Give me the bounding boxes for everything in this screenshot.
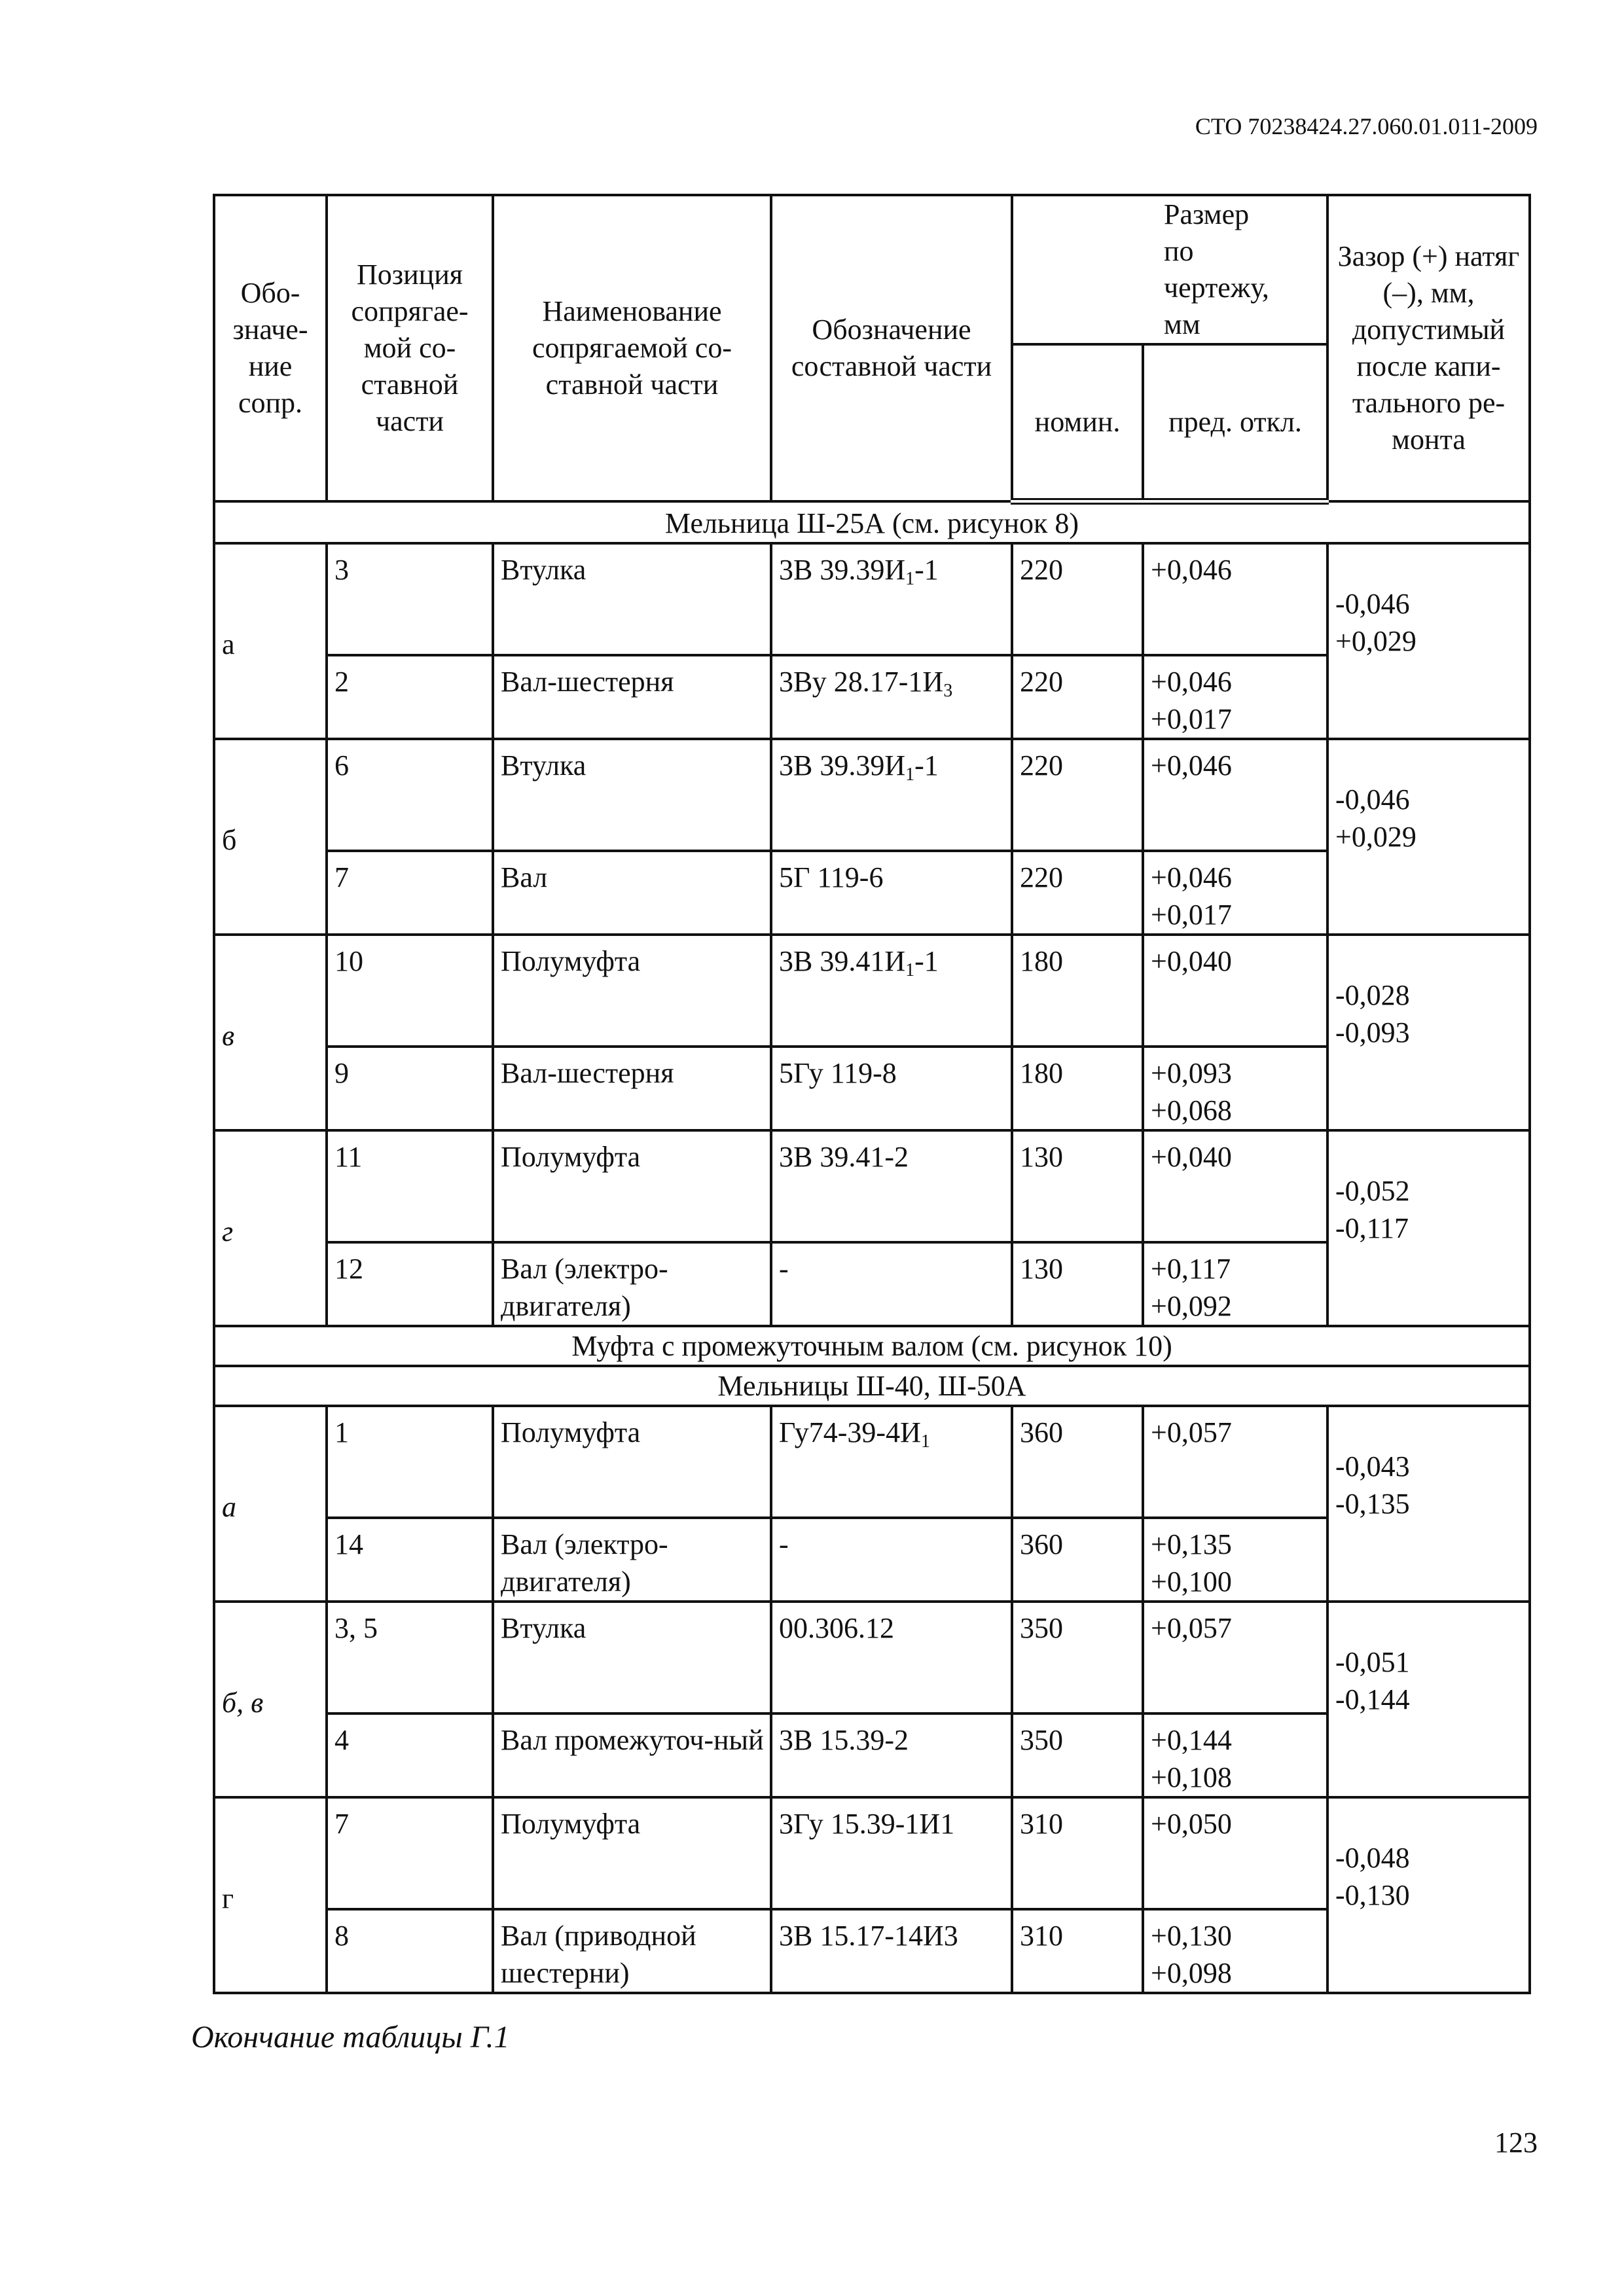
part-code-main: 5Г 119-6 [779, 861, 884, 893]
section-row [214, 1326, 1530, 1366]
part-code-main: 3В 39.39И [779, 554, 906, 586]
clearance-value: +0,029 [1335, 821, 1416, 853]
part-position: 6 [327, 739, 493, 851]
part-code [771, 655, 1012, 739]
part-name: Вал (электро-двигателя) [493, 1242, 771, 1326]
section-row [214, 501, 1530, 543]
clearance-value: -0,052 [1335, 1175, 1410, 1207]
clearance-value: -0,130 [1335, 1879, 1410, 1911]
part-position: 11 [327, 1130, 493, 1242]
header-part-name: Наименование сопрягаемой со-ставной части [493, 195, 771, 501]
section-row [214, 1366, 1530, 1406]
clearance-value: -0,048 [1335, 1842, 1410, 1874]
tolerance-value: +0,108 [1151, 1761, 1232, 1793]
part-code [771, 739, 1012, 851]
tolerance-value: +0,092 [1151, 1290, 1232, 1322]
tolerance-value: +0,057 [1151, 1612, 1232, 1644]
part-code-main: - [779, 1253, 789, 1285]
tolerance [1143, 1713, 1327, 1797]
part-code-main: - [779, 1528, 789, 1560]
part-code [771, 1130, 1012, 1242]
part-code-subscript: 1 [905, 960, 915, 980]
nominal-size: 180 [1012, 1047, 1143, 1130]
tolerance-value: +0,130 [1151, 1920, 1232, 1952]
part-name: Полумуфта [493, 1406, 771, 1518]
part-position: 9 [327, 1047, 493, 1130]
part-name: Полумуфта [493, 1797, 771, 1909]
part-code-main: 3В 15.39-2 [779, 1724, 909, 1756]
part-name: Втулка [493, 543, 771, 655]
fit-designation: г [214, 1797, 327, 1993]
part-code-main: 3Ву 28.17-1И [779, 666, 944, 698]
table-body [214, 501, 1530, 1993]
header-size-group: Размер по чертежу, мм [1012, 195, 1327, 344]
part-position: 14 [327, 1518, 493, 1602]
part-name: Вал-шестерня [493, 655, 771, 739]
nominal-size: 130 [1012, 1242, 1143, 1326]
header-designation: Обо-значе-ние сопр. [214, 195, 327, 501]
clearance-value: -0,144 [1335, 1683, 1410, 1715]
table-row [214, 543, 1530, 655]
clearance [1327, 1602, 1530, 1797]
part-code-main: 5Гу 119-8 [779, 1057, 897, 1089]
part-code-main: 3В 39.41И [779, 945, 906, 977]
clearance [1327, 1797, 1530, 1993]
nominal-size: 310 [1012, 1797, 1143, 1909]
part-code [771, 543, 1012, 655]
part-name: Вал (электро-двигателя) [493, 1518, 771, 1602]
tolerance [1143, 1130, 1327, 1242]
clearance [1327, 935, 1530, 1130]
tolerance-value: +0,100 [1151, 1566, 1232, 1598]
fit-designation: б [214, 739, 327, 935]
nominal-size: 350 [1012, 1602, 1143, 1713]
header-position: Позиция сопрягае-мой со-ставной части [327, 195, 493, 501]
part-code-main: 3В 39.39И [779, 749, 906, 781]
page-number: 123 [1494, 2126, 1538, 2159]
part-code-main: Гу74-39-4И [779, 1416, 921, 1448]
tolerance-value: +0,144 [1151, 1724, 1232, 1756]
part-name: Вал-шестерня [493, 1047, 771, 1130]
table-caption: Окончание таблицы Г.1 [191, 2020, 510, 2054]
clearance-value: -0,046 [1335, 588, 1410, 620]
table-row [214, 1406, 1530, 1518]
clearance-value: +0,029 [1335, 625, 1416, 657]
header-clearance: Зазор (+) натяг (–), мм, допустимый после капи-тального ре-монта [1327, 195, 1530, 501]
fit-designation: в [214, 935, 327, 1130]
fit-designation: б, в [214, 1602, 327, 1797]
tolerance-value: +0,093 [1151, 1057, 1232, 1089]
part-code [771, 1406, 1012, 1518]
clearance-value: -0,135 [1335, 1488, 1410, 1520]
tolerance-value: +0,057 [1151, 1416, 1232, 1448]
table-row [214, 1602, 1530, 1713]
part-position: 12 [327, 1242, 493, 1326]
part-name: Втулка [493, 739, 771, 851]
part-code-suffix: -1 [914, 945, 939, 977]
nominal-size: 130 [1012, 1130, 1143, 1242]
clearance-value: -0,051 [1335, 1646, 1410, 1678]
part-code [771, 1909, 1012, 1993]
part-name: Полумуфта [493, 935, 771, 1047]
part-code [771, 1797, 1012, 1909]
fit-designation: а [214, 1406, 327, 1602]
tolerance [1143, 1909, 1327, 1993]
part-name: Полумуфта [493, 1130, 771, 1242]
part-code-subscript: 1 [905, 764, 915, 785]
part-code-subscript: 1 [920, 1431, 930, 1452]
part-code [771, 1602, 1012, 1713]
part-code-main: 3В 15.17-14И3 [779, 1920, 958, 1952]
nominal-size: 220 [1012, 543, 1143, 655]
clearance [1327, 1406, 1530, 1602]
nominal-size: 310 [1012, 1909, 1143, 1993]
part-code [771, 1047, 1012, 1130]
table-row [214, 1797, 1530, 1909]
header-tolerance: пред. откл. [1143, 344, 1327, 501]
tolerance [1143, 1518, 1327, 1602]
clearance-value: -0,043 [1335, 1450, 1410, 1482]
tolerance [1143, 1047, 1327, 1130]
section-title: Мельницы Ш-40, Ш-50А [214, 1366, 1530, 1406]
fit-designation: г [214, 1130, 327, 1326]
table-row [214, 739, 1530, 851]
clearance-value: -0,093 [1335, 1016, 1410, 1049]
nominal-size: 350 [1012, 1713, 1143, 1797]
table-row [214, 935, 1530, 1047]
nominal-size: 360 [1012, 1406, 1143, 1518]
part-name: Вал (приводной шестерни) [493, 1909, 771, 1993]
clearance [1327, 543, 1530, 739]
clearance [1327, 1130, 1530, 1326]
part-position: 2 [327, 655, 493, 739]
clearance-value: -0,046 [1335, 783, 1410, 816]
tolerance-value: +0,050 [1151, 1808, 1232, 1840]
part-name: Вал [493, 851, 771, 935]
tolerance-value: +0,046 [1151, 554, 1232, 586]
section-title: Мельница Ш-25А (см. рисунок 8) [214, 501, 1530, 543]
part-code-main: 3Гу 15.39-1И1 [779, 1808, 955, 1840]
tolerance-value: +0,017 [1151, 703, 1232, 735]
nominal-size: 360 [1012, 1518, 1143, 1602]
tolerance [1143, 1406, 1327, 1518]
nominal-size: 220 [1012, 655, 1143, 739]
part-code-main: 3В 39.41-2 [779, 1141, 909, 1173]
tolerance [1143, 851, 1327, 935]
tolerance-value: +0,017 [1151, 899, 1232, 931]
nominal-size: 220 [1012, 739, 1143, 851]
part-code [771, 1242, 1012, 1326]
tolerance [1143, 543, 1327, 655]
part-code-subscript: 3 [943, 681, 953, 701]
part-code [771, 1518, 1012, 1602]
tolerance-value: +0,040 [1151, 1141, 1232, 1173]
part-name: Втулка [493, 1602, 771, 1713]
tolerance [1143, 1242, 1327, 1326]
tolerance-value: +0,117 [1151, 1253, 1231, 1285]
table-row [214, 1130, 1530, 1242]
part-code-subscript: 1 [905, 569, 915, 589]
clearance [1327, 739, 1530, 935]
tolerance-value: +0,046 [1151, 749, 1232, 781]
tolerance [1143, 935, 1327, 1047]
mating-parts-table [213, 194, 1531, 1994]
tolerance-value: +0,098 [1151, 1957, 1232, 1989]
section-title: Муфта с промежуточным валом (см. рисунок 10) [214, 1326, 1530, 1366]
nominal-size: 180 [1012, 935, 1143, 1047]
part-code-main: 00.306.12 [779, 1612, 894, 1644]
tolerance-value: +0,135 [1151, 1528, 1232, 1560]
document-code: СТО 70238424.27.060.01.011-2009 [1195, 113, 1538, 139]
tolerance-value: +0,040 [1151, 945, 1232, 977]
clearance-value: -0,117 [1335, 1212, 1409, 1244]
part-position: 1 [327, 1406, 493, 1518]
tolerance [1143, 1797, 1327, 1909]
part-code [771, 1713, 1012, 1797]
clearance-value: -0,028 [1335, 979, 1410, 1011]
tolerance [1143, 655, 1327, 739]
tolerance-value: +0,046 [1151, 861, 1232, 893]
fit-designation: а [214, 543, 327, 739]
part-name: Вал промежуточ-ный [493, 1713, 771, 1797]
part-position: 4 [327, 1713, 493, 1797]
header-part-code: Обозначение составной части [771, 195, 1012, 501]
tolerance [1143, 1602, 1327, 1713]
tolerance [1143, 739, 1327, 851]
nominal-size: 220 [1012, 851, 1143, 935]
part-code-suffix: -1 [914, 554, 939, 586]
header-nominal: номин. [1012, 344, 1143, 501]
part-position: 10 [327, 935, 493, 1047]
part-code [771, 851, 1012, 935]
tolerance-value: +0,046 [1151, 666, 1232, 698]
part-position: 3, 5 [327, 1602, 493, 1713]
part-position: 7 [327, 851, 493, 935]
part-position: 3 [327, 543, 493, 655]
part-code-suffix: -1 [914, 749, 939, 781]
part-code [771, 935, 1012, 1047]
tolerance-value: +0,068 [1151, 1094, 1232, 1126]
part-position: 8 [327, 1909, 493, 1993]
part-position: 7 [327, 1797, 493, 1909]
